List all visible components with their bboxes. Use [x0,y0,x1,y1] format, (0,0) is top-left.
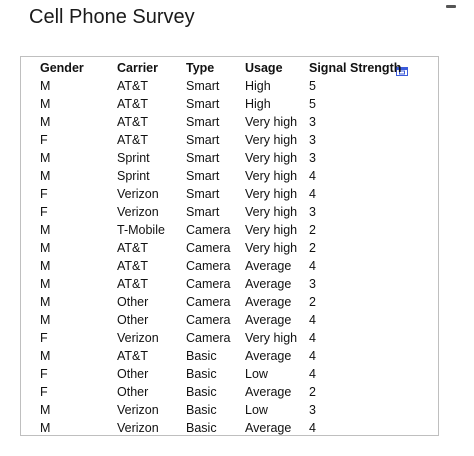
cell-usage: High [245,97,271,111]
cell-usage: Average [245,421,292,435]
cell-gender: F [40,205,48,219]
cell-usage: Very high [245,133,298,147]
cell-carrier: Verizon [117,331,159,345]
cell-usage: Very high [245,115,298,129]
cell-carrier: AT&T [117,277,149,291]
cell-carrier: AT&T [117,133,149,147]
cell-type: Smart [186,79,220,93]
cell-type: Smart [186,205,220,219]
cell-signal-strength: 2 [309,385,316,399]
cell-usage: Average [245,259,292,273]
cell-signal-strength: 4 [309,187,316,201]
cell-gender: F [40,187,48,201]
cell-usage: Very high [245,205,298,219]
cell-carrier: Other [117,295,149,309]
cell-type: Smart [186,133,220,147]
table-row [21,167,429,185]
cell-type: Smart [186,169,220,183]
cell-usage: Low [245,403,268,417]
cell-gender: M [40,295,51,309]
cell-carrier: Verizon [117,403,159,417]
cell-carrier: AT&T [117,349,149,363]
cell-usage: Average [245,349,292,363]
cell-usage: Low [245,367,268,381]
cell-type: Camera [186,277,231,291]
cell-signal-strength: 3 [309,151,316,165]
cell-gender: M [40,115,51,129]
table-row [21,257,429,275]
table-row [21,149,429,167]
cell-signal-strength: 3 [309,205,316,219]
table-row [21,95,429,113]
cell-gender: M [40,349,51,363]
cell-gender: M [40,313,51,327]
cell-type: Basic [186,403,217,417]
cell-gender: M [40,241,51,255]
cell-signal-strength: 3 [309,115,316,129]
cell-type: Smart [186,187,220,201]
cell-signal-strength: 5 [309,97,316,111]
cell-gender: M [40,79,51,93]
cell-carrier: AT&T [117,259,149,273]
cell-signal-strength: 4 [309,367,316,381]
cell-signal-strength: 4 [309,313,316,327]
cell-gender: M [40,223,51,237]
cell-usage: Very high [245,151,298,165]
cell-signal-strength: 3 [309,277,316,291]
cell-type: Camera [186,259,231,273]
column-header-usage: Usage [245,60,283,75]
table-row [21,275,429,293]
cell-signal-strength: 5 [309,79,316,93]
table-row [21,185,429,203]
table-row [21,113,429,131]
cell-signal-strength: 4 [309,169,316,183]
cell-gender: F [40,385,48,399]
cell-usage: High [245,79,271,93]
minimize-icon[interactable] [446,5,456,8]
cell-usage: Very high [245,223,298,237]
table-row [21,221,429,239]
cell-type: Basic [186,349,217,363]
table-row [21,383,429,401]
table-row [21,401,429,419]
cell-signal-strength: 4 [309,349,316,363]
table-row [21,293,429,311]
cell-carrier: AT&T [117,115,149,129]
cell-signal-strength: 3 [309,133,316,147]
cell-type: Camera [186,331,231,345]
cell-type: Smart [186,151,220,165]
cell-carrier: Other [117,367,149,381]
cell-signal-strength: 3 [309,403,316,417]
page-title: Cell Phone Survey [29,6,195,28]
table-row [21,329,429,347]
survey-table-container [20,56,439,436]
cell-usage: Very high [245,331,298,345]
cell-carrier: Verizon [117,421,159,435]
cell-type: Camera [186,223,231,237]
cell-signal-strength: 4 [309,259,316,273]
cell-gender: M [40,97,51,111]
cell-gender: M [40,259,51,273]
table-body [21,77,429,437]
cell-carrier: AT&T [117,97,149,111]
survey-table [21,58,429,437]
cell-usage: Average [245,295,292,309]
cell-signal-strength: 4 [309,421,316,435]
cell-gender: M [40,277,51,291]
table-row [21,347,429,365]
cell-carrier: Sprint [117,151,150,165]
column-header-signal-strength: Signal Strength [309,60,402,75]
table-row [21,311,429,329]
cell-usage: Average [245,277,292,291]
cell-gender: M [40,169,51,183]
cell-usage: Very high [245,187,298,201]
cell-carrier: Verizon [117,205,159,219]
cell-gender: F [40,133,48,147]
column-header-type: Type [186,60,215,75]
cell-gender: F [40,367,48,381]
cell-gender: F [40,331,48,345]
column-header-gender: Gender [40,60,84,75]
cell-type: Basic [186,367,217,381]
cell-type: Camera [186,313,231,327]
table-row [21,203,429,221]
cell-carrier: Verizon [117,187,159,201]
cell-carrier: AT&T [117,79,149,93]
cell-signal-strength: 4 [309,331,316,345]
cell-usage: Average [245,385,292,399]
cell-gender: M [40,403,51,417]
cell-carrier: AT&T [117,241,149,255]
cell-gender: M [40,151,51,165]
cell-carrier: Other [117,313,149,327]
cell-usage: Very high [245,169,298,183]
cell-type: Smart [186,115,220,129]
cell-type: Camera [186,295,231,309]
cell-type: Camera [186,241,231,255]
cell-type: Basic [186,385,217,399]
cell-usage: Average [245,313,292,327]
cell-signal-strength: 2 [309,241,316,255]
cell-carrier: Sprint [117,169,150,183]
table-row [21,419,429,437]
table-row [21,131,429,149]
cell-usage: Very high [245,241,298,255]
cell-type: Smart [186,97,220,111]
table-row [21,365,429,383]
table-header-row [21,58,429,77]
cell-carrier: T-Mobile [117,223,165,237]
cell-signal-strength: 2 [309,295,316,309]
column-header-carrier: Carrier [117,60,158,75]
cell-gender: M [40,421,51,435]
table-row [21,239,429,257]
table-row [21,77,429,95]
cell-carrier: Other [117,385,149,399]
cell-type: Basic [186,421,217,435]
cell-signal-strength: 2 [309,223,316,237]
